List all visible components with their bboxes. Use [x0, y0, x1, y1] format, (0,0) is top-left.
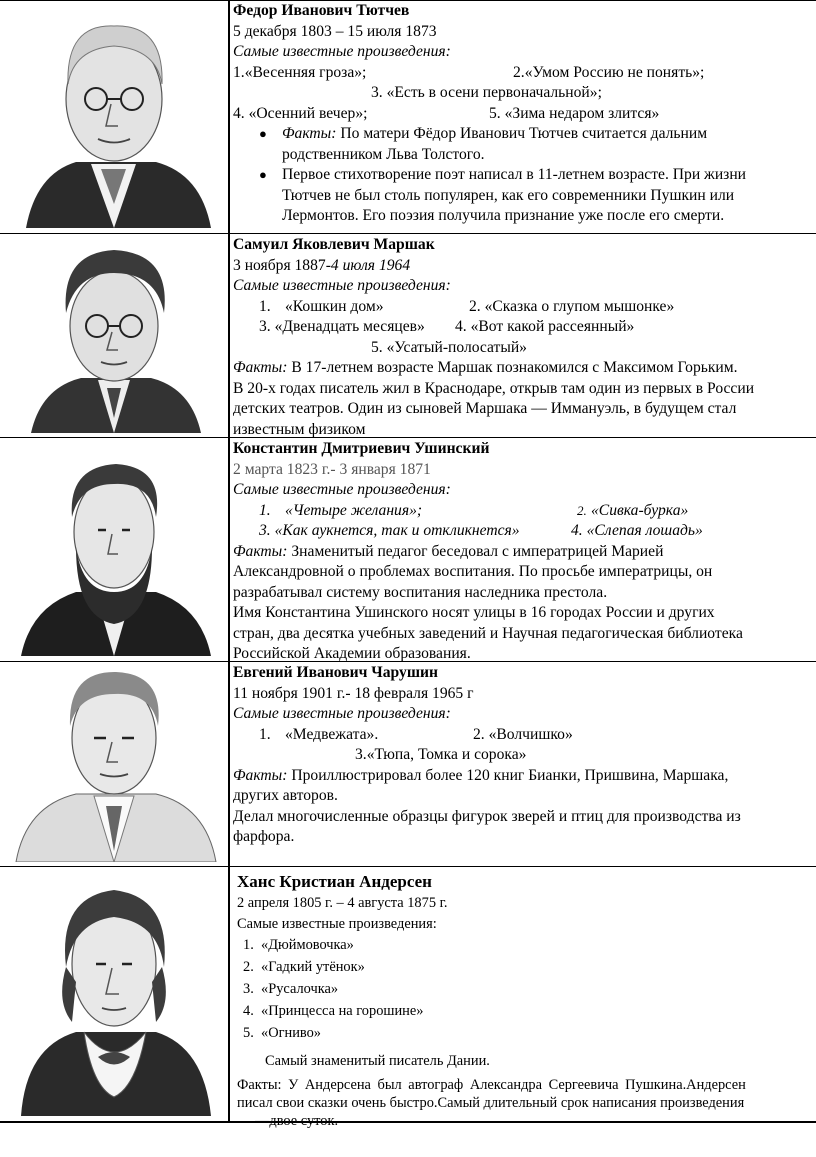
- author-cell-tyutchev: [233, 1, 816, 227]
- work-item: 1.«Весенняя гроза»;: [233, 63, 367, 81]
- works-label: Самые известные произведения:: [233, 43, 451, 60]
- fact-text: Проиллюстрировал более 120 книг Бианки, Пришвина, Маршака,: [291, 766, 729, 784]
- fact-text: Александровной о проблемах воспитания. По просьбе императрицы, он: [233, 563, 713, 580]
- fact-text: В 20-х годах писатель жил в Краснодаре, открыв там один из первых в России: [233, 379, 755, 397]
- portrait-andersen: [6, 872, 222, 1116]
- work-item: 5. «Зима недаром злится»: [489, 104, 660, 122]
- author-dates: 2 апреля 1805 г. – 4 августа 1875 г.: [237, 895, 448, 911]
- works-label: Самые известные произведения:: [237, 916, 437, 932]
- work-item: 3. «Как аукнется, так и откликнется»: [259, 522, 520, 539]
- fact-text: Первое стихотворение поэт написал в 11-летнем возрасте. При жизни: [282, 166, 747, 183]
- work-item: «Четыре желания»;: [285, 501, 423, 519]
- fact-text: Лермонтов. Его поэзия получила признание уже после его смерти.: [282, 207, 725, 224]
- author-cell-charushin: [233, 663, 816, 848]
- bullet-icon: ●: [259, 126, 267, 141]
- work-item: 3.«Тюпа, Томка и сорока»: [355, 746, 527, 763]
- author-dates: 3 ноября 1887-: [233, 256, 331, 274]
- work-item: «Кошкин дом»: [285, 297, 384, 315]
- author-dates: 2 марта 1823 г.- 3 января 1871: [233, 460, 431, 478]
- work-item: «Огниво»: [261, 1025, 321, 1041]
- facts-label: Факты:: [233, 542, 288, 560]
- fact-text: родственником Льва Толстого.: [282, 145, 485, 163]
- author-name: Ханс Кристиан Андерсен: [237, 872, 432, 891]
- work-item: 2.«Умом Россию не понять»;: [513, 63, 705, 81]
- fact-text: В 17-летнем возрасте Маршак познакомился с Максимом Горьким.: [291, 359, 738, 376]
- work-item: «Русалочка»: [261, 981, 339, 997]
- work-item: 4. «Вот какой рассеянный»: [455, 318, 635, 335]
- fact-text: Делал многочисленные образцы фигурок зверей и птиц для производства из: [233, 807, 741, 825]
- work-item: 4. «Слепая лошадь»: [571, 522, 703, 539]
- work-number: 5.: [243, 1025, 254, 1041]
- work-item: «Принцесса на горошине»: [261, 1003, 424, 1019]
- work-item: 2. «Волчишко»: [473, 725, 573, 743]
- fact-text: По матери Фёдор Иванович Тютчев считается дальним: [340, 125, 708, 142]
- work-item: 3. «Двенадцать месяцев»: [259, 318, 425, 335]
- work-number: 1.: [243, 937, 254, 953]
- portrait-charushin: [6, 666, 222, 862]
- works-label: Самые известные произведения:: [233, 481, 451, 498]
- fact-text: фарфора.: [233, 828, 295, 845]
- bullet-icon: ●: [259, 167, 267, 182]
- fact-text: писал свои сказки очень быстро.Самый длительный срок написания произведения: [237, 1095, 745, 1111]
- portrait-tyutchev: [6, 4, 222, 228]
- work-item: «Гадкий утёнок»: [261, 959, 365, 975]
- row-divider-5: [0, 866, 816, 867]
- work-item: «Медвежата».: [285, 725, 379, 743]
- work-item: 3. «Есть в осени первоначальной»;: [371, 84, 602, 101]
- works-label: Самые известные произведения:: [233, 277, 451, 294]
- fact-text: стран, два десятка учебных заведений и Научная педагогическая библиотека: [233, 624, 743, 642]
- facts-label: Факты:: [282, 125, 337, 142]
- andersen-note: Самый знаменитый писатель Дании.: [265, 1053, 490, 1069]
- author-name: Евгений Иванович Чарушин: [233, 664, 438, 681]
- work-item: «Сивка-бурка»: [591, 501, 689, 519]
- fact-text: —двое суток.: [255, 1113, 339, 1129]
- author-dates: 11 ноября 1901 г.- 18 февраля 1965 г: [233, 684, 474, 702]
- work-item: «Дюймовочка»: [261, 937, 354, 953]
- work-number: 1.: [259, 297, 271, 315]
- portrait-marshak: [6, 238, 222, 433]
- work-number: 2.: [243, 959, 254, 975]
- fact-text: Российской Академии образования.: [233, 645, 471, 662]
- author-dates-end: 4 июля 1964: [330, 256, 411, 274]
- fact-text: известным физиком: [233, 420, 366, 438]
- work-number: 1.: [259, 501, 271, 519]
- author-name: Константин Дмитриевич Ушинский: [233, 440, 490, 457]
- portrait-ushinsky: [6, 442, 222, 656]
- fact-text: Знаменитый педагог беседовал с императрицей Марией: [291, 542, 664, 560]
- row-divider-2: [0, 233, 816, 234]
- fact-text: Факты: У Андерсена был автограф Александра Сергеевича Пушкина.Андерсен: [237, 1077, 746, 1093]
- column-divider: [228, 0, 230, 1122]
- work-item: 2. «Сказка о глупом мышонке»: [469, 297, 675, 315]
- work-item: 5. «Усатый-полосатый»: [371, 338, 527, 356]
- work-item: 4. «Осенний вечер»;: [233, 104, 368, 122]
- facts-label: Факты:: [233, 359, 288, 376]
- work-number: 2.: [577, 502, 587, 518]
- author-cell-andersen: [237, 872, 816, 1129]
- fact-text: Тютчев не был столь популярен, как его современники Пушкин или: [282, 186, 735, 204]
- facts-label: Факты:: [233, 766, 288, 784]
- work-number: 1.: [259, 725, 271, 743]
- author-name: Самуил Яковлевич Маршак: [233, 236, 435, 253]
- fact-text: Имя Константина Ушинского носят улицы в 16 городах России и других: [233, 604, 715, 621]
- works-label: Самые известные произведения:: [233, 705, 451, 722]
- author-cell-marshak: [233, 235, 816, 440]
- author-name: Федор Иванович Тютчев: [233, 2, 410, 19]
- fact-text: разрабатывал систему воспитания наследника престола.: [233, 583, 608, 601]
- author-dates: 5 декабря 1803 – 15 июля 1873: [233, 22, 437, 40]
- work-number: 4.: [243, 1003, 254, 1019]
- work-number: 3.: [243, 981, 254, 997]
- author-cell-ushinsky: [233, 439, 816, 665]
- fact-text: детских театров. Один из сыновей Маршака — Иммануэль, в будущем стал: [233, 400, 737, 417]
- fact-text: других авторов.: [233, 787, 338, 804]
